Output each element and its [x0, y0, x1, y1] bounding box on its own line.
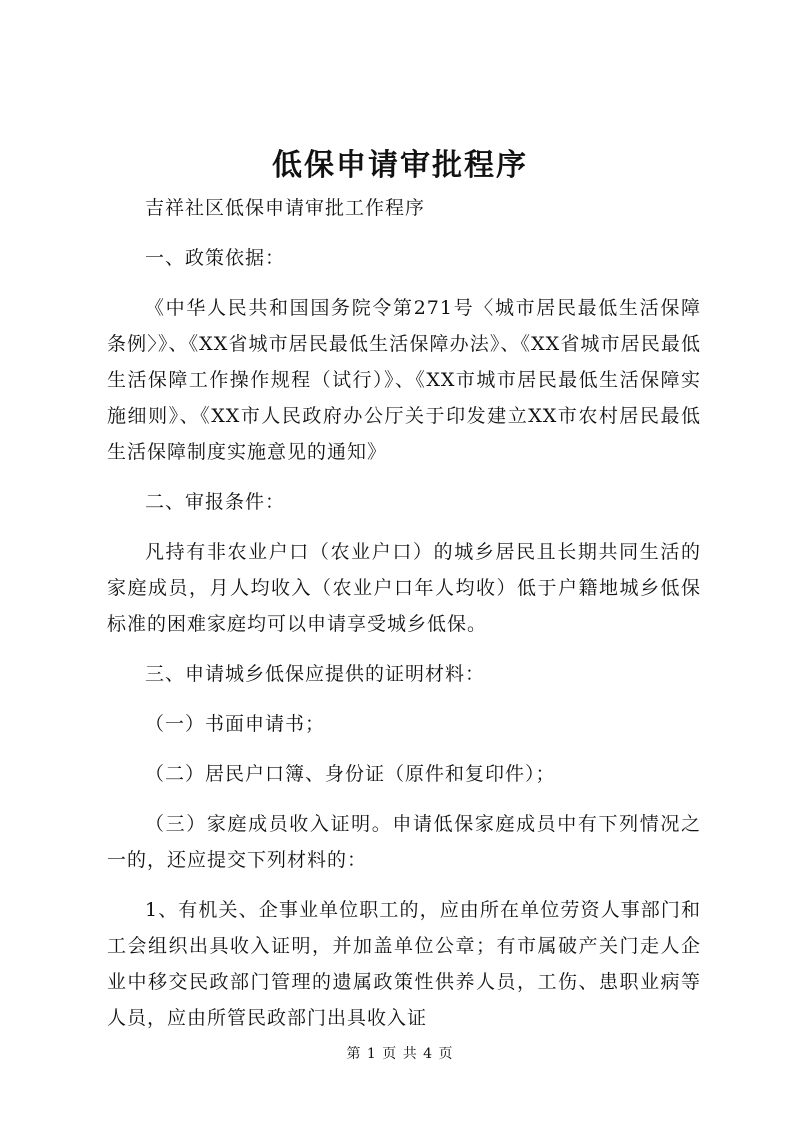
conditions-paragraph: 凡持有非农业户口（农业户口）的城乡居民且长期共同生活的家庭成员，月人均收入（农业户口年人均收）低于户籍地城乡低保标准的困难家庭均可以申请享受城乡低保。 — [107, 541, 701, 635]
material-item-2: （二）居民户口簿、身份证（原件和复印件）； — [145, 763, 556, 785]
subtitle-paragraph: 吉祥社区低保申请审批工作程序 — [145, 197, 426, 219]
page-title: 低保申请审批程序 — [272, 148, 528, 183]
materials-heading: 三、申请城乡低保应提供的证明材料： — [145, 663, 486, 685]
policy-heading: 一、政策依据： — [145, 247, 286, 269]
material-item-1: （一）书面申请书； — [145, 713, 326, 735]
conditions-heading: 二、审报条件： — [145, 491, 286, 513]
page-footer: 第 1 页 共 4 页 — [346, 1046, 454, 1062]
material-item-3: （三）家庭成员收入证明。申请低保家庭成员中有下列情况之一的，还应提交下列材料的： — [107, 813, 701, 871]
policy-paragraph: 《中华人民共和国国务院令第271号〈城市居民最低生活保障条例〉》、《XX省城市居民最低生活保障办法》、《XX省城市居民最低生活保障工作操作规程（试行）》、《XX市城市居民最低生活保障实施细则》、《XX市人民政府办公厅关于印发建立XX市农村居民最低生活保障制度实施意见的通知》 — [107, 297, 701, 463]
numbered-item-1: 1、有机关、企事业单位职工的，应由所在单位劳资人事部门和工会组织出具收入证明，并加盖单位公章；有市属破产关门走人企业中移交民政部门管理的遗属政策性供养人员，工伤、患职业病等人员，应由所管民政部门出具收入证 — [107, 899, 701, 1029]
document-body — [107, 190, 701, 1050]
